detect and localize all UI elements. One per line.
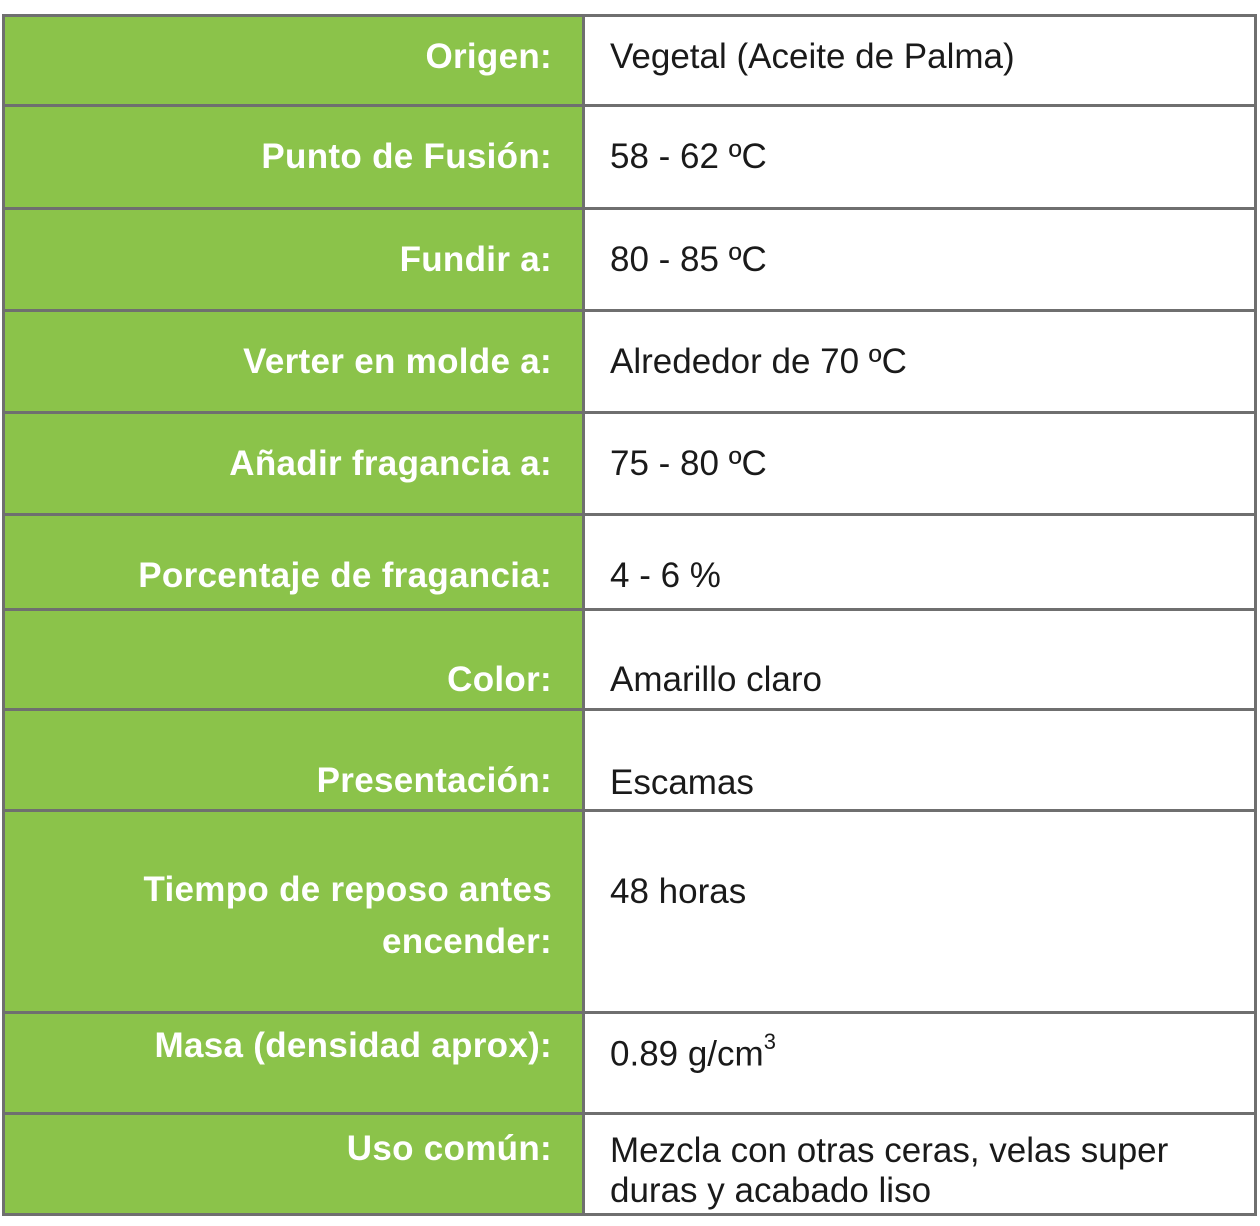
- table-row: [4, 610, 1256, 710]
- row-label: Color:: [4, 610, 584, 710]
- row-label: Presentación:: [4, 710, 584, 811]
- product-spec-table: [2, 14, 1257, 1216]
- table-row: [4, 16, 1256, 106]
- row-value: 4 - 6 %: [584, 515, 1256, 610]
- table-row: [4, 811, 1256, 1013]
- table-row: [4, 1114, 1256, 1215]
- table-row: [4, 1013, 1256, 1114]
- row-value: Alrededor de 70 ºC: [584, 311, 1256, 413]
- row-value: Mezcla con otras ceras, velas super duras y acabado liso: [584, 1114, 1256, 1215]
- row-value: Escamas: [584, 710, 1256, 811]
- row-value: 75 - 80 ºC: [584, 413, 1256, 515]
- row-value: 48 horas: [584, 811, 1256, 1013]
- row-label: Masa (densidad aprox):: [4, 1013, 584, 1114]
- table-row: [4, 710, 1256, 811]
- row-label: Tiempo de reposo antes encender:: [4, 811, 584, 1013]
- row-label: Punto de Fusión:: [4, 106, 584, 209]
- row-value: [584, 1013, 1256, 1114]
- table-row: [4, 515, 1256, 610]
- table-row: [4, 413, 1256, 515]
- row-label: Uso común:: [4, 1114, 584, 1215]
- row-label: Origen:: [4, 16, 584, 106]
- superscript-exponent: 3: [763, 1029, 776, 1054]
- row-label: Verter en molde a:: [4, 311, 584, 413]
- row-value: Vegetal (Aceite de Palma): [584, 16, 1256, 106]
- table-row: [4, 311, 1256, 413]
- table-row: [4, 209, 1256, 311]
- row-value: 80 - 85 ºC: [584, 209, 1256, 311]
- row-label: Porcentaje de fragancia:: [4, 515, 584, 610]
- row-label: Fundir a:: [4, 209, 584, 311]
- density-value: 0.89 g/cm: [610, 1034, 764, 1074]
- row-value: 58 - 62 ºC: [584, 106, 1256, 209]
- row-label: Añadir fragancia a:: [4, 413, 584, 515]
- table-row: [4, 106, 1256, 209]
- row-value: Amarillo claro: [584, 610, 1256, 710]
